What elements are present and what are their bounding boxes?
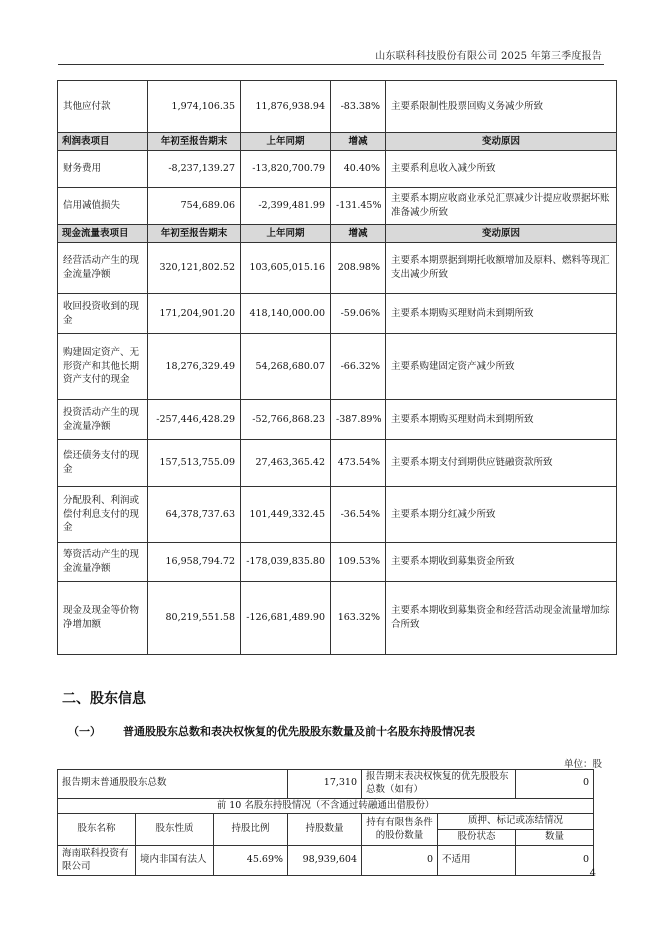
table-row	[58, 243, 617, 294]
col-nature: 股东性质	[136, 814, 214, 846]
row-item: 经营活动产生的现金流量净额	[58, 243, 148, 294]
row-change: 40.40%	[331, 151, 386, 188]
row-previous: -2,399,481.99	[241, 188, 331, 225]
row-previous: 418,140,000.00	[241, 294, 331, 334]
row-reason: 主要系本期支付到期供应链融资款所致	[386, 440, 617, 487]
header-previous: 上年同期	[241, 225, 331, 243]
row-reason: 主要系购建固定资产减少所致	[386, 334, 617, 400]
table-row	[58, 334, 617, 400]
report-header-title: 山东联科科技股份有限公司 2025 年第三季度报告	[375, 51, 602, 62]
row-reason: 主要系本期收到募集资金所致	[386, 543, 617, 582]
table-row	[58, 400, 617, 440]
row-previous: 103,605,015.16	[241, 243, 331, 294]
header-change: 增减	[331, 133, 386, 151]
col-ratio: 持股比例	[214, 814, 288, 846]
table-row	[58, 294, 617, 334]
row-item: 分配股利、利润或偿付利息支付的现金	[58, 487, 148, 543]
row-current: -257,446,428.29	[148, 400, 241, 440]
holder-status: 不适用	[438, 846, 516, 876]
shareholders-header-row	[58, 814, 594, 830]
row-item: 财务费用	[58, 151, 148, 188]
row-current: 80,219,551.58	[148, 582, 241, 655]
subsection-text: 普通股股东总数和表决权恢复的优先股股东数量及前十名股东持股情况表	[123, 725, 475, 738]
table-row	[58, 151, 617, 188]
header-reason: 变动原因	[386, 133, 617, 151]
row-change: -83.38%	[331, 81, 386, 133]
row-previous: 11,876,938.94	[241, 81, 331, 133]
header-item: 利润表项目	[58, 133, 148, 151]
row-reason: 主要系本期分红减少所致	[386, 487, 617, 543]
header-change: 增减	[331, 225, 386, 243]
row-reason: 主要系本期应收商业承兑汇票减少计提应收票据坏账准备减少所致	[386, 188, 617, 225]
table-row	[58, 846, 594, 876]
row-change: -131.45%	[331, 188, 386, 225]
row-item: 购建固定资产、无形资产和其他长期资产支付的现金	[58, 334, 148, 400]
pref-holders-value: 0	[516, 770, 594, 799]
row-previous: 54,268,680.07	[241, 334, 331, 400]
row-current: -8,237,139.27	[148, 151, 241, 188]
row-change: 163.32%	[331, 582, 386, 655]
total-holders-value: 17,310	[288, 770, 362, 799]
table-row	[58, 440, 617, 487]
unit-label: 单位：股	[563, 759, 602, 770]
row-current: 320,121,802.52	[148, 243, 241, 294]
holder-restricted: 0	[362, 846, 438, 876]
top10-label: 前 10 名股东持股情况（不含通过转融通出借股份）	[58, 798, 594, 814]
row-current: 157,513,755.09	[148, 440, 241, 487]
row-reason: 主要系本期票据到期托收额增加及原料、燃料等现汇支出减少所致	[386, 243, 617, 294]
row-reason: 主要系利息收入减少所致	[386, 151, 617, 188]
row-current: 18,276,329.49	[148, 334, 241, 400]
row-change: 473.54%	[331, 440, 386, 487]
row-previous: 101,449,332.45	[241, 487, 331, 543]
row-current: 16,958,794.72	[148, 543, 241, 582]
col-count: 数量	[516, 830, 594, 846]
row-reason: 主要系限制性股票回购义务减少所致	[386, 81, 617, 133]
row-reason: 主要系本期收到募集资金和经营活动现金流量增加综合所致	[386, 582, 617, 655]
total-holders-label: 报告期末普通股股东总数	[58, 770, 288, 799]
row-change: -66.32%	[331, 334, 386, 400]
row-previous: 27,463,365.42	[241, 440, 331, 487]
row-reason: 主要系本期购买理财尚未到期所致	[386, 400, 617, 440]
row-previous: -52,766,868.23	[241, 400, 331, 440]
holder-qty: 98,939,604	[288, 846, 362, 876]
cashflow-section-header	[58, 225, 617, 243]
row-item: 投资活动产生的现金流量净额	[58, 400, 148, 440]
row-previous: -178,039,835.80	[241, 543, 331, 582]
row-change: 208.98%	[331, 243, 386, 294]
row-change: 109.53%	[331, 543, 386, 582]
row-item: 收回投资收到的现金	[58, 294, 148, 334]
income-section-header	[58, 133, 617, 151]
subsection-title	[68, 723, 475, 739]
header-reason: 变动原因	[386, 225, 617, 243]
financial-changes-table	[57, 80, 617, 655]
shareholder-count-row	[58, 770, 594, 799]
row-change: -387.89%	[331, 400, 386, 440]
row-item: 信用减值损失	[58, 188, 148, 225]
holder-name: 海南联科投资有限公司	[58, 846, 136, 876]
col-status: 股份状态	[438, 830, 516, 846]
holder-ratio: 45.69%	[214, 846, 288, 876]
header-current: 年初至报告期末	[148, 225, 241, 243]
section-title-shareholders: 二、股东信息	[62, 691, 146, 707]
col-pledge: 质押、标记或冻结情况	[438, 814, 594, 830]
table-row	[58, 582, 617, 655]
page-number: 4	[589, 868, 596, 879]
row-item: 偿还债务支付的现金	[58, 440, 148, 487]
row-previous: -13,820,700.79	[241, 151, 331, 188]
header-item: 现金流量表项目	[58, 225, 148, 243]
table-row	[58, 81, 617, 133]
subsection-index: （一）	[68, 725, 101, 738]
header-current: 年初至报告期末	[148, 133, 241, 151]
shareholders-table	[57, 769, 594, 876]
row-current: 754,689.06	[148, 188, 241, 225]
holder-count: 0	[516, 846, 594, 876]
top10-title-row	[58, 798, 594, 814]
row-change: -59.06%	[331, 294, 386, 334]
row-item: 筹资活动产生的现金流量净额	[58, 543, 148, 582]
row-current: 1,974,106.35	[148, 81, 241, 133]
row-item: 其他应付款	[58, 81, 148, 133]
row-previous: -126,681,489.90	[241, 582, 331, 655]
header-previous: 上年同期	[241, 133, 331, 151]
table-row	[58, 543, 617, 582]
row-change: -36.54%	[331, 487, 386, 543]
pref-holders-label: 报告期末表决权恢复的优先股股东总数（如有）	[362, 770, 516, 799]
holder-nature: 境内非国有法人	[136, 846, 214, 876]
col-name: 股东名称	[58, 814, 136, 846]
col-qty: 持股数量	[288, 814, 362, 846]
table-row	[58, 188, 617, 225]
row-current: 171,204,901.20	[148, 294, 241, 334]
row-item: 现金及现金等价物净增加额	[58, 582, 148, 655]
col-restricted: 持有有限售条件的股份数量	[362, 814, 438, 846]
table-row	[58, 487, 617, 543]
header-divider	[58, 64, 604, 65]
row-reason: 主要系本期购买理财尚未到期所致	[386, 294, 617, 334]
row-current: 64,378,737.63	[148, 487, 241, 543]
